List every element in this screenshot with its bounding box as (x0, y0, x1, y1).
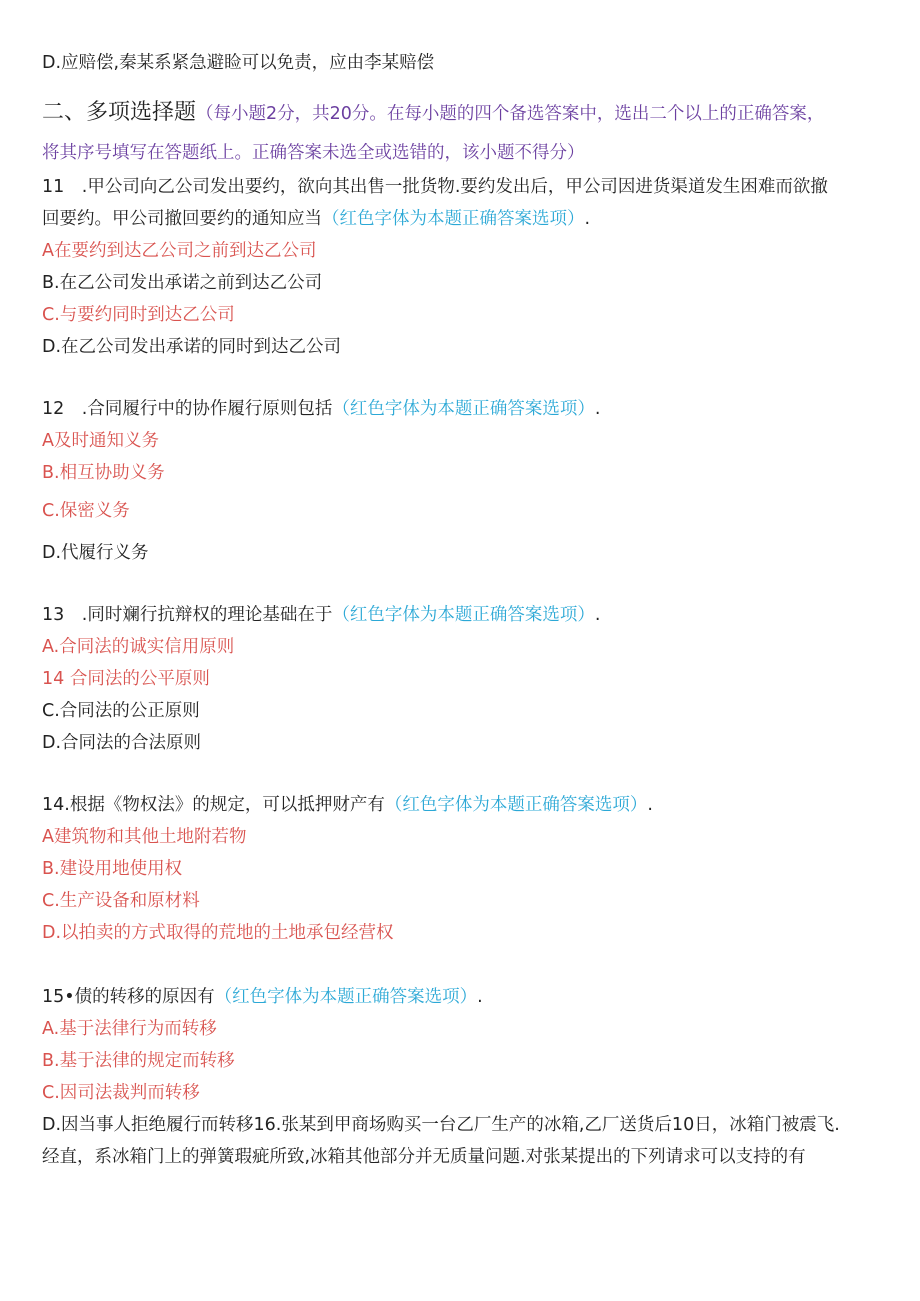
option-correct: A.基于法律行为而转移 (42, 1019, 217, 1039)
answer-hint: （红色字体为本题正确答案选项） (214, 987, 478, 1007)
option-correct: C.因司法裁判而转移 (42, 1083, 200, 1103)
section-note-continued: 将其序号填写在答题纸上。正确答案未选全或选错的，该小题不得分） (42, 143, 585, 163)
question-11-stem: 11 .甲公司向乙公司发出要约，欲向其出售一批货物.要约发出后，甲公司因进货渠道发生困难而欲撤 (42, 177, 828, 197)
option: B.在乙公司发出承诺之前到达乙公司 (42, 273, 323, 293)
question-15-stem: 15•债的转移的原因有（红色字体为本题正确答案选项）. (42, 987, 483, 1007)
option-correct: B.基于法律的规定而转移 (42, 1051, 235, 1071)
answer-hint: （红色字体为本题正确答案选项） (322, 209, 585, 229)
question-11-stem-continued: 回要约。甲公司撤回要约的通知应当（红色字体为本题正确答案选项）. (42, 209, 591, 229)
question-13-stem: 13 .同时斓行抗辩权的理论基础在于（红色字体为本题正确答案选项）. (42, 605, 601, 625)
option: D.代履行义务 (42, 543, 149, 563)
option-correct: A在要约到达乙公司之前到达乙公司 (42, 241, 317, 261)
option: D.因当事人拒绝履行而转移16.张某到甲商场购买一台乙厂生产的冰箱,乙厂送货后10日，冰箱门被震飞. (42, 1115, 840, 1135)
option-text: D.应赔偿,秦某系紧急避睑可以免责，应由李某赔偿 (42, 53, 435, 73)
answer-hint: （红色字体为本题正确答案选项） (332, 399, 595, 419)
option-correct: C.保密义务 (42, 501, 130, 521)
option: D.合同法的合法原则 (42, 733, 202, 753)
option-correct: C.生产设备和原材料 (42, 891, 200, 911)
answer-hint: （红色字体为本题正确答案选项） (332, 605, 595, 625)
section-title: 二、多项选择题 (42, 100, 197, 125)
option-correct: 14 合同法的公平原则 (42, 669, 210, 689)
section-note: （每小题2分，共20分。在每小题的四个备选答案中，选出二个以上的正确答案， (196, 104, 825, 124)
question-12-stem: 12 .合同履行中的协作履行原则包括（红色字体为本题正确答案选项）. (42, 399, 601, 419)
option-correct: A建筑物和其他土地附若物 (42, 827, 247, 847)
question-16-stem-continued: 经直，系冰箱门上的弹簧瑕疵所致,冰箱其他部分并无质量问题.对张某提出的下列请求可以支持的有 (42, 1147, 806, 1167)
option-correct: B.建设用地使用权 (42, 859, 183, 879)
option-correct: A及时通知义务 (42, 431, 159, 451)
option: C.合同法的公正原则 (42, 701, 200, 721)
question-14-stem: 14.根据《物权法》的规定，可以抵押财产有（红色字体为本题正确答案选项）. (42, 795, 653, 815)
option-correct: A.合同法的诚实信用原则 (42, 637, 235, 657)
answer-hint: （红色字体为本题正确答案选项） (384, 795, 648, 815)
option-correct: C.与要约同时到达乙公司 (42, 305, 235, 325)
option-correct: B.相互协助义务 (42, 463, 165, 483)
option: D.在乙公司发出承诺的同时到达乙公司 (42, 337, 342, 357)
option-correct: D.以拍卖的方式取得的荒地的土地承包经营权 (42, 923, 394, 943)
section-heading (42, 100, 824, 127)
